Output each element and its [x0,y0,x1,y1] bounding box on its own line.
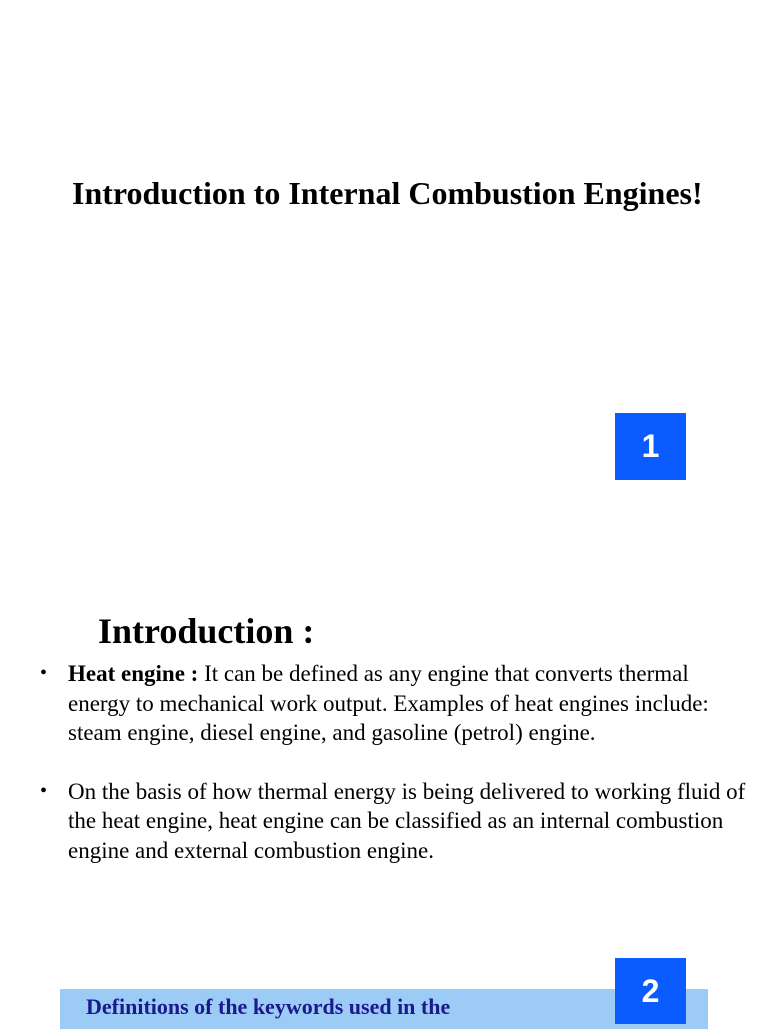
bullet-text: On the basis of how thermal energy is being delivered to working fluid of the heat engine, heat engine can be classified as an internal combustion engine and external combustion engine. [68,778,746,863]
bullet-text: It can be defined as any engine that converts thermal energy to mechanical work output. Examples of heat engines include: steam engine, diesel engine, and gasoline (petrol) engine. [68,661,709,745]
section-heading: Introduction : [98,611,315,651]
term-label: Heat engine : [68,661,199,686]
list-item [40,777,755,866]
slide-title: Introduction to Internal Combustion Engines! [72,175,703,211]
page-number-badge: 1 [615,413,686,480]
bullet-list [40,659,755,865]
list-item [40,659,755,748]
next-slide-title: Definitions of the keywords used in the [86,994,451,1019]
bullet-icon: • [40,662,48,684]
next-slide-banner [60,989,708,1029]
bullet-icon: • [40,779,48,802]
page-number-badge: 2 [615,958,686,1024]
